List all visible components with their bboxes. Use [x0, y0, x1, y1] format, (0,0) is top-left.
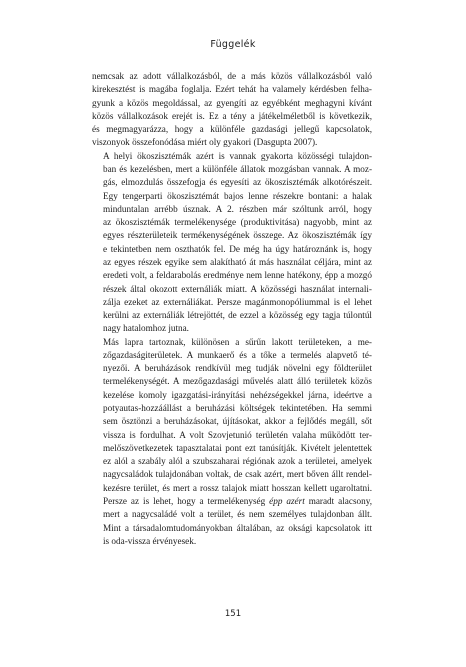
text-line: is oda-vissza érvényesek. [103, 535, 197, 546]
text-line: zálja ezeket az externáliákat. Persze magánmonopóliummal is el lehet [103, 296, 372, 307]
text-line: egyes részterületeik termékenységének összege. Az ökoszisztémák így [103, 230, 372, 241]
text-line: Persze az is lehet, hogy a termelékenység épp azért maradt alacsony, [103, 496, 372, 506]
running-header: Függelék [210, 39, 256, 50]
text-line: zőgazdaságiterületek. A munkaerő és a tőke a termelés alapvető té- [103, 349, 372, 360]
text-line: minduntalan arrébb úsznak. A 2. részben már szóltunk arról, hogy [103, 203, 372, 214]
text-line: melőszövetkezetek tapasztalatai pont ezt tanúsítják. Kivételt jelentettek [103, 442, 372, 453]
text-line: Egy tengerparti ökoszisztémát bajos lenne részekre bontani: a halak [103, 190, 372, 201]
page-number: 151 [224, 609, 242, 619]
text-line: mert a nagycsaládé volt a terület, és nem személyes tulajdonban állt. [103, 509, 372, 520]
text-line: Más lapra tartoznak, különösen a sűrűn lakott területeken, a me- [103, 336, 372, 347]
paragraph [92, 336, 372, 549]
text-line: ban és kezelésben, mert a különféle állatok mozgásban vannak. A moz- [103, 163, 372, 174]
text-line: kezelése komoly igazgatási-irányítási nehézségekkel járna, ideértve a [103, 389, 372, 400]
text-line: termelékenységét. A mezőgazdasági művelés alatt álló területek közös [103, 376, 372, 387]
text-line: kezésre terület, és mert a rossz talajok miatt hosszan kellett ugaroltatni. [103, 482, 372, 493]
text-line: vissza is fordulhat. A volt Szovjetunió területén valaha működött ter- [103, 429, 372, 440]
paragraph [92, 150, 372, 336]
text-line: kerülni az externáliák létrejöttét, de ezzel a közösség egy tagja túlontúl [103, 310, 372, 321]
text-line: kirekesztést is magába foglalja. Ezért tehát ha valamely kérdésben felha- [92, 84, 372, 95]
text-line: A helyi ökoszisztémák azért is vannak gyakorta közösségi tulajdon- [103, 150, 372, 161]
text-line: és megmagyarázza, hogy a különféle gazdasági jellegű kapcsolatok, [92, 124, 372, 135]
text-line: sem ösztönzi a beruházásokat, újításokat, akkor a fejlődés megáll, sőt [103, 416, 372, 427]
text-line: nagycsaládok tulajdonában voltak, de csak azért, mert bőven állt rendel- [103, 469, 372, 480]
text-line: e tekintetben nem oszthatók fel. De még ha úgy határoznánk is, hogy [103, 243, 372, 254]
text-line: Mint a társadalomtudományokban általában, az oksági kapcsolatok itt [103, 522, 372, 533]
text-line: viszonyok összefonódása miért oly gyakori (Dasgupta 2007). [92, 137, 318, 148]
text-line: gyunk a közös megoldással, az gyengíti az egyébként meghagyni kívánt [92, 97, 372, 108]
text-line: részek által okozott externáliák miatt. A közösségi használat internali- [103, 283, 372, 294]
text-line: az ökoszisztémák termelékenysége (produktivitása) nagyobb, mint az [103, 217, 372, 228]
text-line: nemcsak az adott vállalkozásból, de a más közös vállalkozásból való [92, 71, 372, 81]
text-line: gás, elmozdulás összefogja és egyesíti az ökoszisztémák alkotórészeit. [103, 177, 372, 188]
text-line: az egyes részek egyike sem alakítható át más használat céljára, mint az [103, 256, 372, 267]
paragraph [92, 70, 372, 150]
body-text [92, 70, 372, 548]
text-line: nyezői. A beruházások rendkívül meg tudják növelni egy földterület [103, 363, 372, 374]
text-line: nagy hatalomhoz jutna. [103, 323, 189, 334]
text-line: közös vállalkozások erejét is. Ez a tény a játékelméletből is következik, [92, 110, 372, 121]
text-line: potyautas-hozzáállást a beruházási költségek tekintetében. Ha semmi [103, 403, 372, 414]
text-line: eredeti volt, a feldarabolás eredménye nem lenne hatékony, épp a mozgó [103, 270, 372, 281]
text-line: ez alól a szabály alól a szubszaharai régiónak azok a területei, amelyek [103, 456, 372, 467]
